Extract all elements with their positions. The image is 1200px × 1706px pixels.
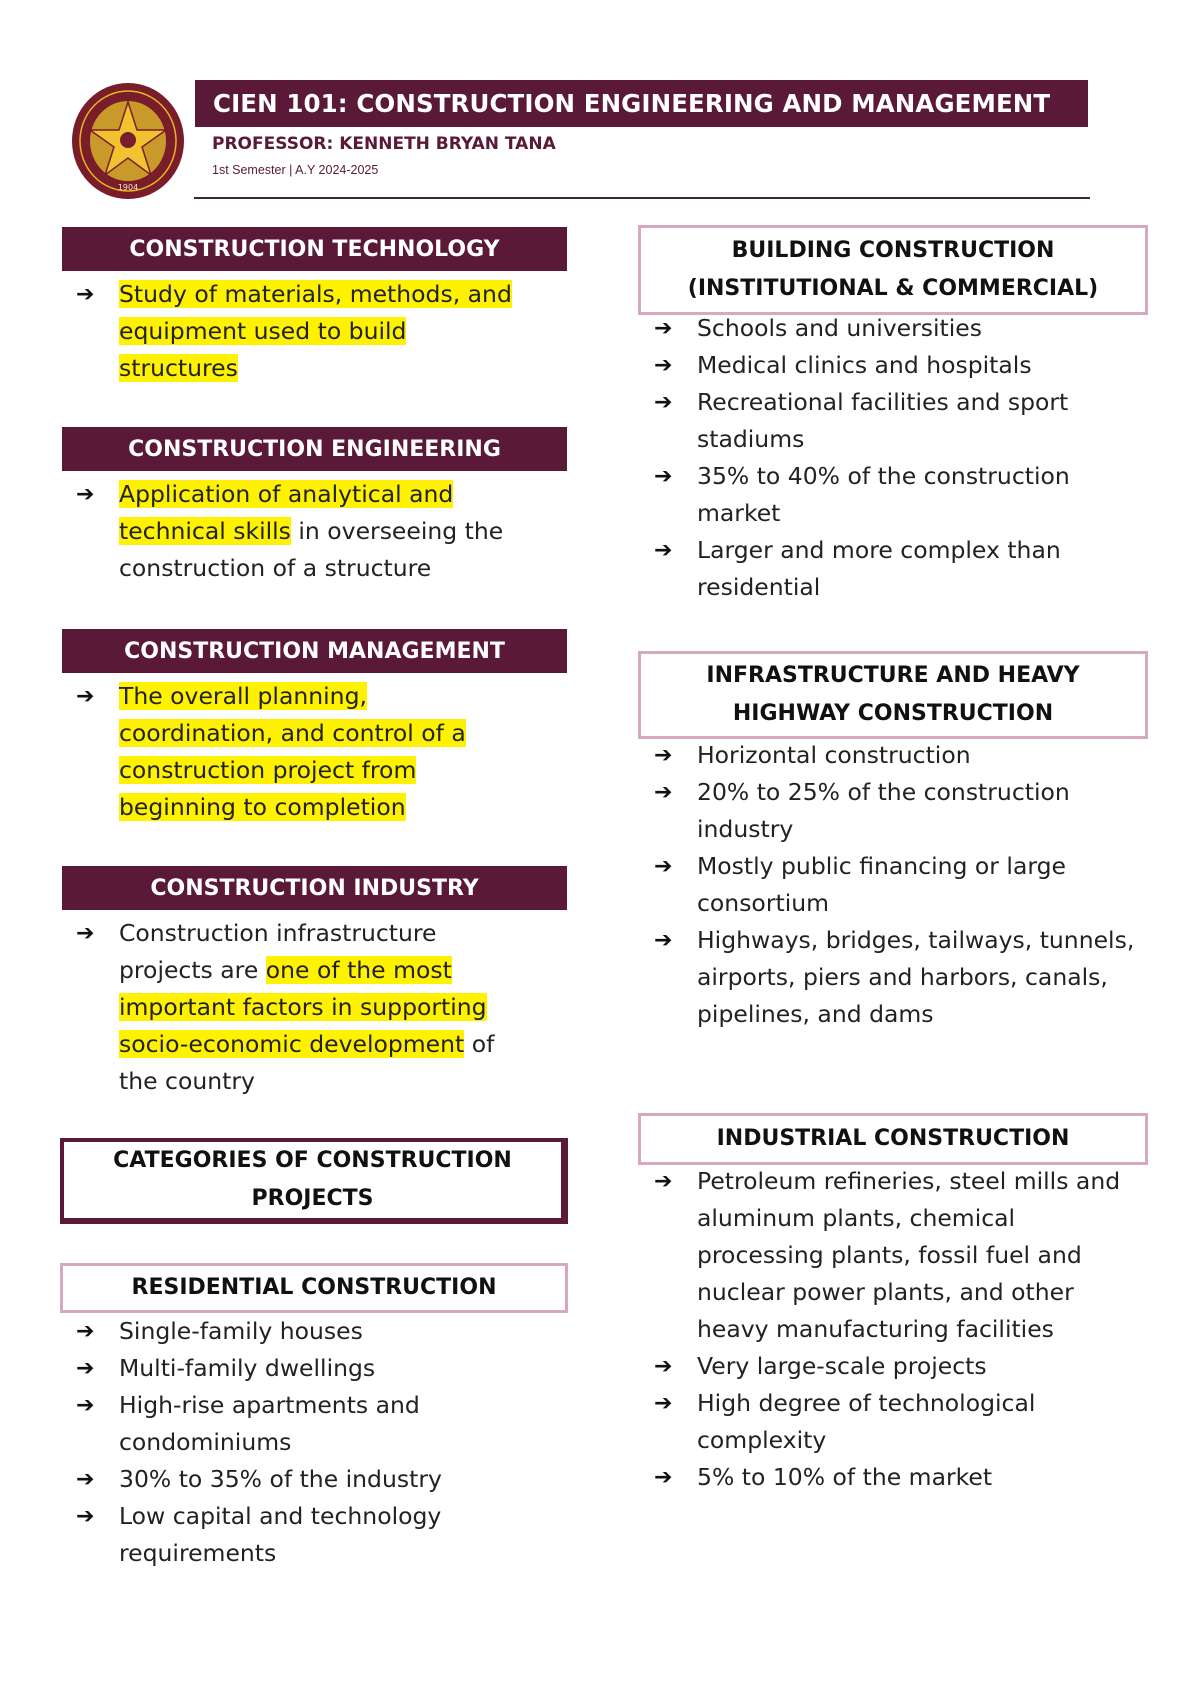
- list-item: ➔ Recreational facilities and sport stadiums: [640, 384, 1140, 458]
- list-item: ➔ 5% to 10% of the market: [640, 1459, 1140, 1496]
- right-arrow-icon: ➔: [654, 464, 673, 489]
- list-item: ➔ Schools and universities: [640, 310, 1140, 347]
- section-heading-construction-industry: CONSTRUCTION INDUSTRY: [62, 866, 567, 910]
- right-arrow-icon: ➔: [76, 1356, 95, 1381]
- infrastructure-construction-list: [640, 737, 1140, 1033]
- right-arrow-icon: ➔: [654, 743, 673, 768]
- right-arrow-icon: ➔: [654, 1354, 673, 1379]
- university-seal-logo: [70, 80, 186, 202]
- section-heading-infrastructure-construction: INFRASTRUCTURE AND HEAVY HIGHWAY CONSTRUCTION: [638, 651, 1148, 739]
- list-item: ➔ Horizontal construction: [640, 737, 1140, 774]
- residential-construction-list: [62, 1313, 522, 1572]
- right-arrow-icon: ➔: [76, 482, 95, 507]
- list-item: ➔ 20% to 25% of the construction industry: [640, 774, 1140, 848]
- section-heading-construction-engineering: CONSTRUCTION ENGINEERING: [62, 427, 567, 471]
- list-item: ➔ Petroleum refineries, steel mills and aluminum plants, chemical processing plants, fossil fuel and nuclear power plants, and other heavy manufacturing facilities: [640, 1163, 1140, 1348]
- professor-name: PROFESSOR: KENNETH BRYAN TANA: [212, 134, 556, 154]
- right-arrow-icon: ➔: [654, 780, 673, 805]
- list-item: ➔ High-rise apartments and condominiums: [62, 1387, 522, 1461]
- semester-info: 1st Semester | A.Y 2024-2025: [212, 163, 379, 177]
- right-arrow-icon: ➔: [76, 1319, 95, 1344]
- construction-industry-list: [62, 915, 582, 1100]
- right-arrow-icon: ➔: [654, 538, 673, 563]
- right-arrow-icon: ➔: [76, 921, 95, 946]
- list-item: ➔ Construction infrastructure projects are one of the most important factors in supporting socio-economic development of the country: [62, 915, 582, 1100]
- right-arrow-icon: ➔: [654, 316, 673, 341]
- right-arrow-icon: ➔: [76, 1504, 95, 1529]
- right-arrow-icon: ➔: [654, 353, 673, 378]
- list-item: ➔ Low capital and technology requirements: [62, 1498, 522, 1572]
- construction-technology-list: [62, 276, 582, 387]
- list-item: ➔ Very large-scale projects: [640, 1348, 1140, 1385]
- list-item: ➔ 35% to 40% of the construction market: [640, 458, 1140, 532]
- list-item: ➔ Highways, bridges, tailways, tunnels, airports, piers and harbors, canals, pipelines, and dams: [640, 922, 1140, 1033]
- list-item: ➔ The overall planning, coordination, and control of a construction project from beginning to completion: [62, 678, 582, 826]
- list-item: ➔ Study of materials, methods, and equipment used to build structures: [62, 276, 582, 387]
- list-item: ➔ Medical clinics and hospitals: [640, 347, 1140, 384]
- right-arrow-icon: ➔: [654, 1391, 673, 1416]
- list-item: ➔ 30% to 35% of the industry: [62, 1461, 522, 1498]
- construction-management-list: [62, 678, 582, 826]
- section-heading-residential-construction: RESIDENTIAL CONSTRUCTION: [60, 1263, 568, 1313]
- list-item: ➔ Mostly public financing or large consortium: [640, 848, 1140, 922]
- list-item: ➔ Application of analytical and technical skills in overseeing the construction of a structure: [62, 476, 582, 587]
- right-arrow-icon: ➔: [654, 928, 673, 953]
- list-item: ➔ Multi-family dwellings: [62, 1350, 522, 1387]
- header-divider: [194, 197, 1090, 199]
- section-heading-building-construction: BUILDING CONSTRUCTION (INSTITUTIONAL & COMMERCIAL): [638, 225, 1148, 315]
- seal-year: 1904: [117, 183, 139, 192]
- section-heading-construction-technology: CONSTRUCTION TECHNOLOGY: [62, 227, 567, 271]
- building-construction-list: [640, 310, 1140, 606]
- right-arrow-icon: ➔: [654, 390, 673, 415]
- course-title: CIEN 101: CONSTRUCTION ENGINEERING AND MANAGEMENT: [195, 80, 1088, 127]
- right-arrow-icon: ➔: [654, 1465, 673, 1490]
- list-item: ➔ High degree of technological complexity: [640, 1385, 1140, 1459]
- categories-heading: CATEGORIES OF CONSTRUCTION PROJECTS: [60, 1138, 568, 1224]
- right-arrow-icon: ➔: [76, 1393, 95, 1418]
- right-arrow-icon: ➔: [76, 684, 95, 709]
- list-item: ➔ Larger and more complex than residential: [640, 532, 1140, 606]
- construction-engineering-list: [62, 476, 582, 587]
- right-arrow-icon: ➔: [654, 854, 673, 879]
- section-heading-industrial-construction: INDUSTRIAL CONSTRUCTION: [638, 1113, 1148, 1165]
- list-item: ➔ Single-family houses: [62, 1313, 522, 1350]
- industrial-construction-list: [640, 1163, 1140, 1496]
- section-heading-construction-management: CONSTRUCTION MANAGEMENT: [62, 629, 567, 673]
- right-arrow-icon: ➔: [76, 1467, 95, 1492]
- right-arrow-icon: ➔: [654, 1169, 673, 1194]
- right-arrow-icon: ➔: [76, 282, 95, 307]
